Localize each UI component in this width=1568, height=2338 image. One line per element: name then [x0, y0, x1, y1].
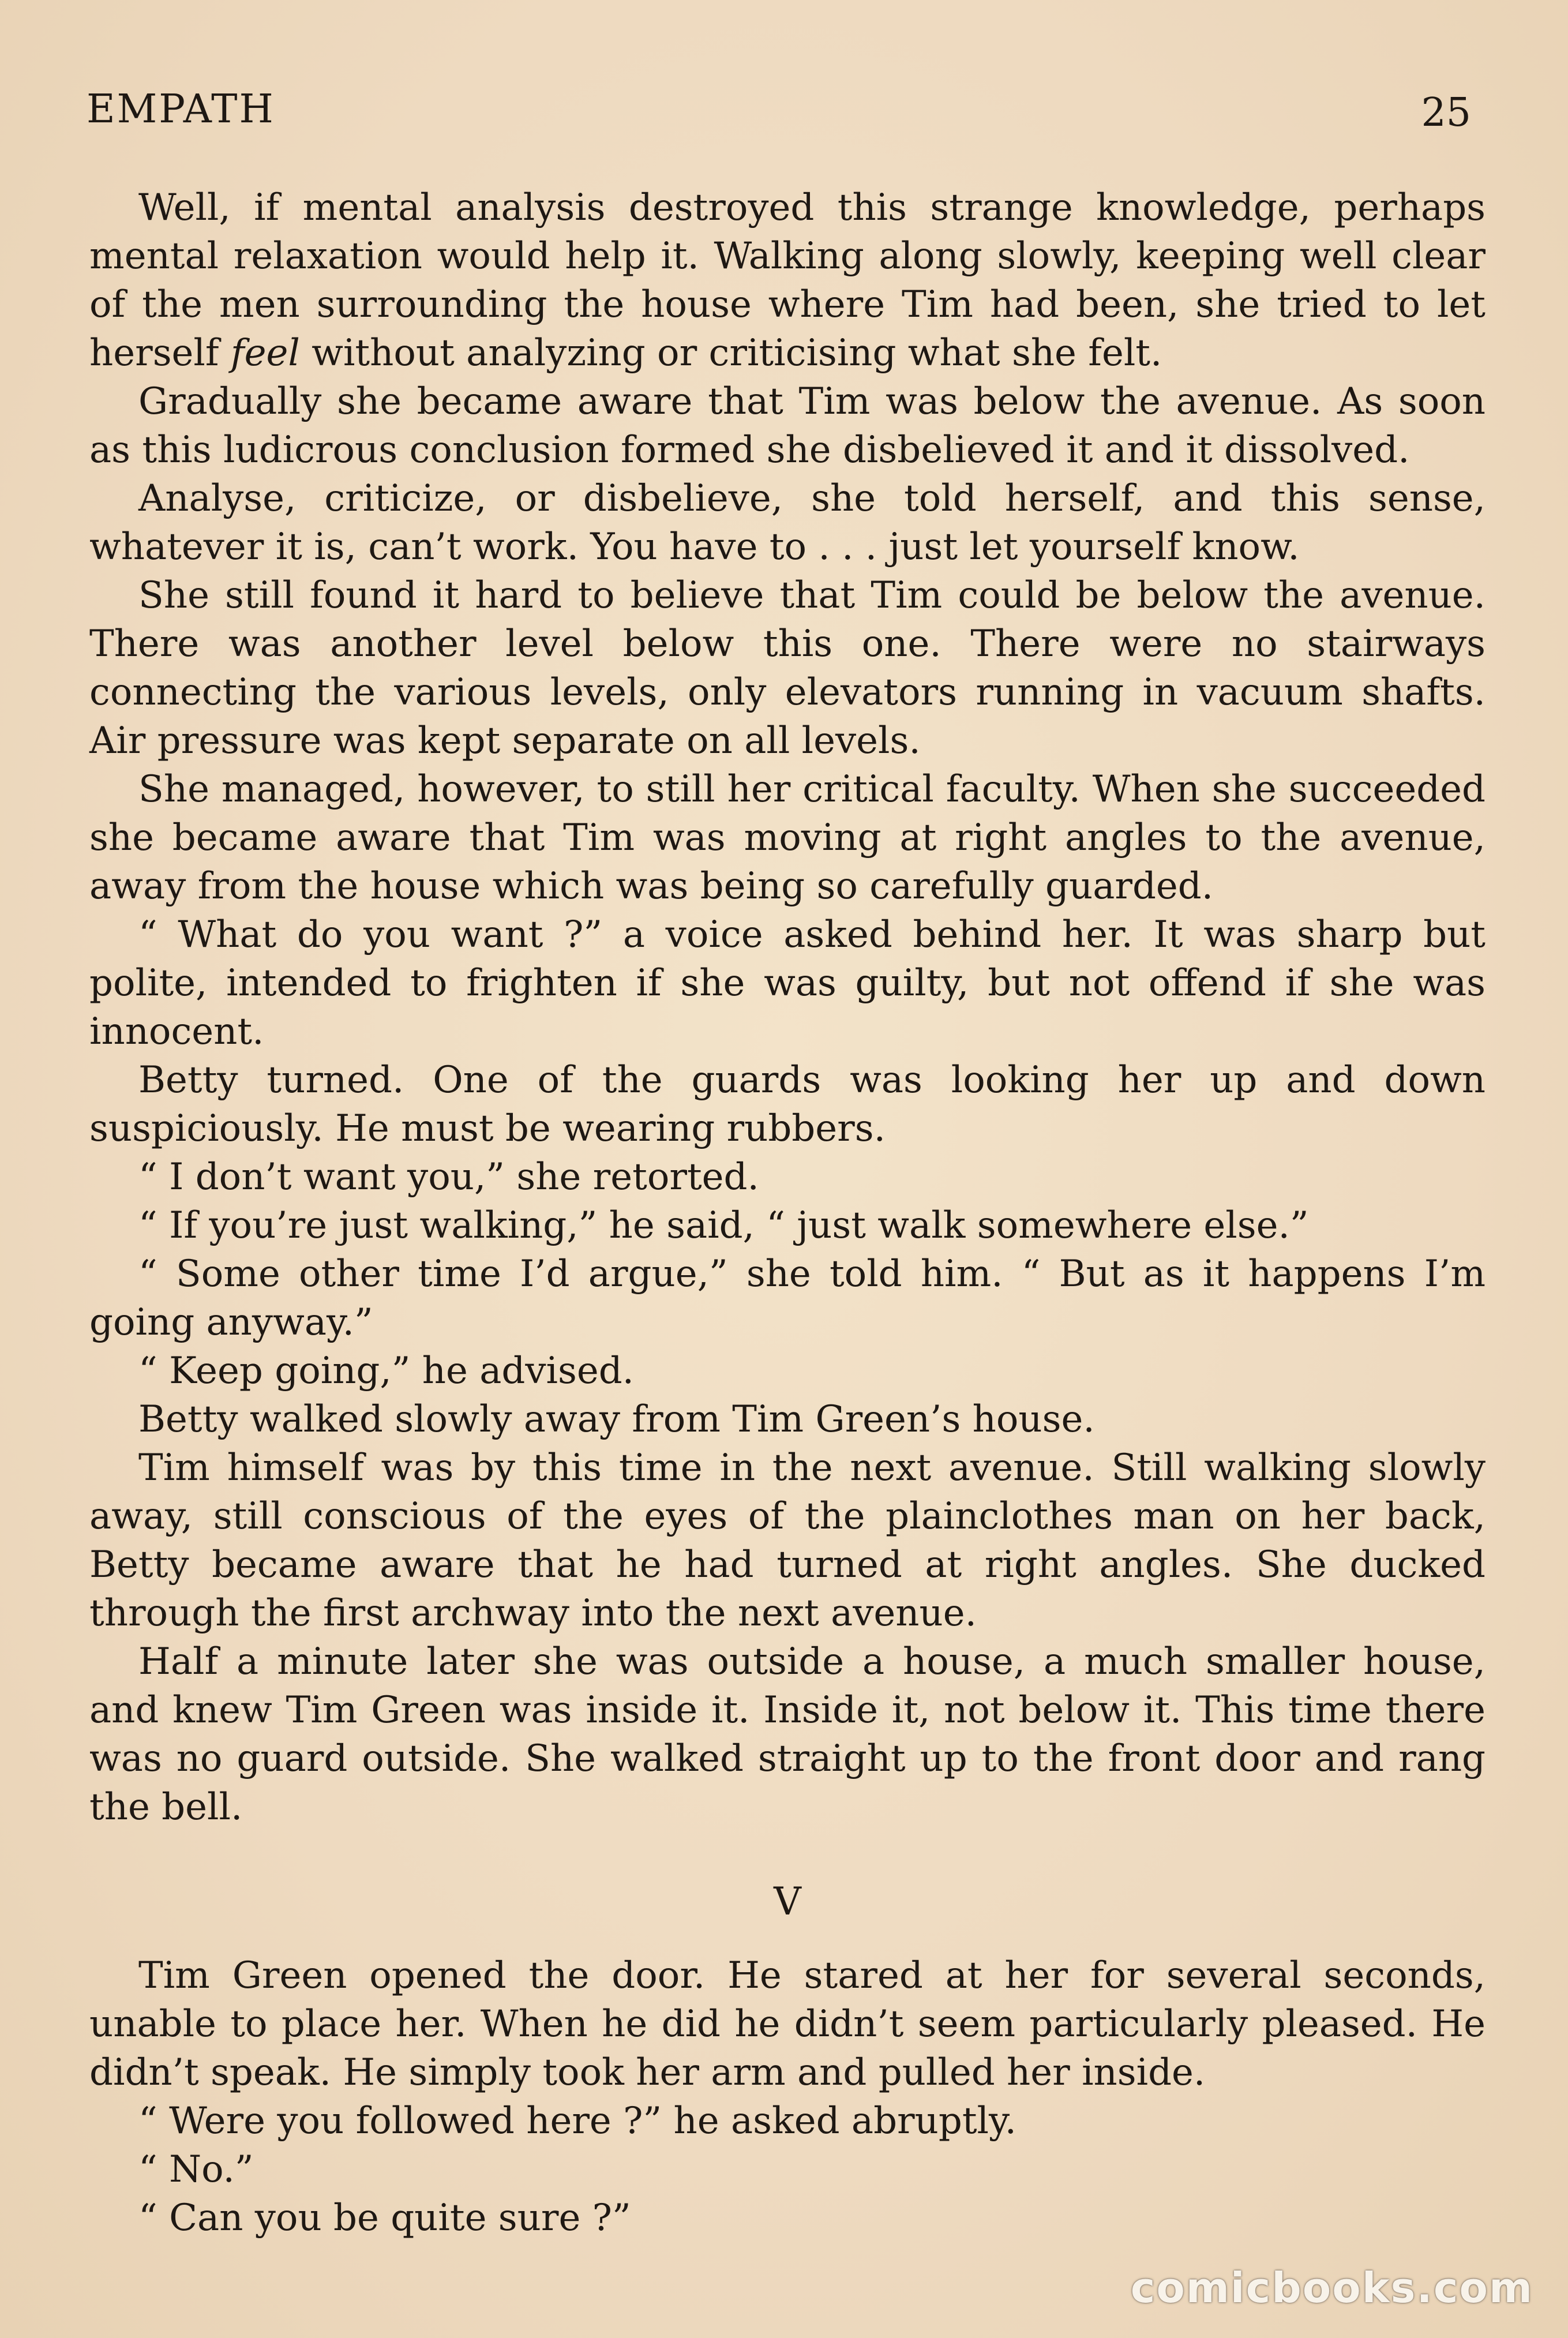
paragraph: Tim himself was by this time in the next avenue. Still walking slowly away, still conscious of the eyes of the plainclothes man on her back, Betty became aware that he had turned at right angles. She ducked through the first archway into the next avenue. — [89, 1447, 1486, 1635]
paragraph: “ Some other time I’d argue,” she told him. “ But as it happens I’m going anyway.” — [89, 1253, 1486, 1344]
paragraph: “ Can you be quite sure ?” — [138, 2197, 631, 2239]
page-header — [87, 87, 1471, 150]
paragraph: “ What do you want ?” a voice asked behind her. It was sharp but polite, intended to frighten if she was guilty, but not offend if she was innocent. — [89, 913, 1486, 1053]
paragraph: Well, if mental analysis destroyed this strange knowledge, perhaps mental relaxation would help it. Walking along slowly, keeping well clear of the men surrounding the house where Tim had been, she tried to let herself feel without analyzing or criticising what she felt. — [89, 186, 1486, 374]
paragraph: “ If you’re just walking,” he said, “ just walk somewhere else.” — [138, 1204, 1309, 1247]
paragraph: Betty turned. One of the guards was looking her up and down suspiciously. He must be wearing rubbers. — [89, 1059, 1486, 1150]
page-number: 25 — [1421, 90, 1471, 136]
watermark-logo: comicbooks.com — [1130, 2264, 1533, 2312]
paragraph: She still found it hard to believe that Tim could be below the avenue. There was another level below this one. There were no stairways connecting the various levels, only elevators running in vacuum shafts. Air pressure was kept separate on all levels. — [89, 574, 1486, 762]
italic-word: feel — [230, 332, 300, 374]
paragraph: Betty walked slowly away from Tim Green’s house. — [138, 1398, 1095, 1441]
paragraph: Half a minute later she was outside a house, a much smaller house, and knew Tim Green was inside it. Inside it, not below it. This time there was no guard outside. She walked straight up to the front door and rang the bell. — [89, 1640, 1486, 1829]
paragraph: “ I don’t want you,” she retorted. — [138, 1156, 759, 1198]
section-heading: V — [774, 1879, 801, 1924]
paragraph: “ Were you followed here ?” he asked abruptly. — [138, 2100, 1016, 2142]
paragraph: Tim Green opened the door. He stared at her for several seconds, unable to place her. When he did he didn’t seem particularly pleased. He didn’t speak. He simply took her arm and pulled her inside. — [89, 1954, 1486, 2094]
paragraph: She managed, however, to still her critical faculty. When she succeeded she became aware that Tim was moving at right angles to the avenue, away from the house which was being so carefully guarded. — [89, 768, 1486, 908]
paragraph: “ No.” — [138, 2148, 254, 2191]
running-head: EMPATH — [87, 87, 275, 132]
paragraph: “ Keep going,” he advised. — [138, 1350, 634, 1392]
body-text — [89, 183, 1486, 2242]
paragraph: Gradually she became aware that Tim was below the avenue. As soon as this ludicrous conclusion formed she disbelieved it and it dissolved. — [89, 380, 1486, 471]
paragraph: Analyse, criticize, or disbelieve, she told herself, and this sense, whatever it is, can’t work. You have to . . . just let yourself know. — [89, 477, 1486, 568]
